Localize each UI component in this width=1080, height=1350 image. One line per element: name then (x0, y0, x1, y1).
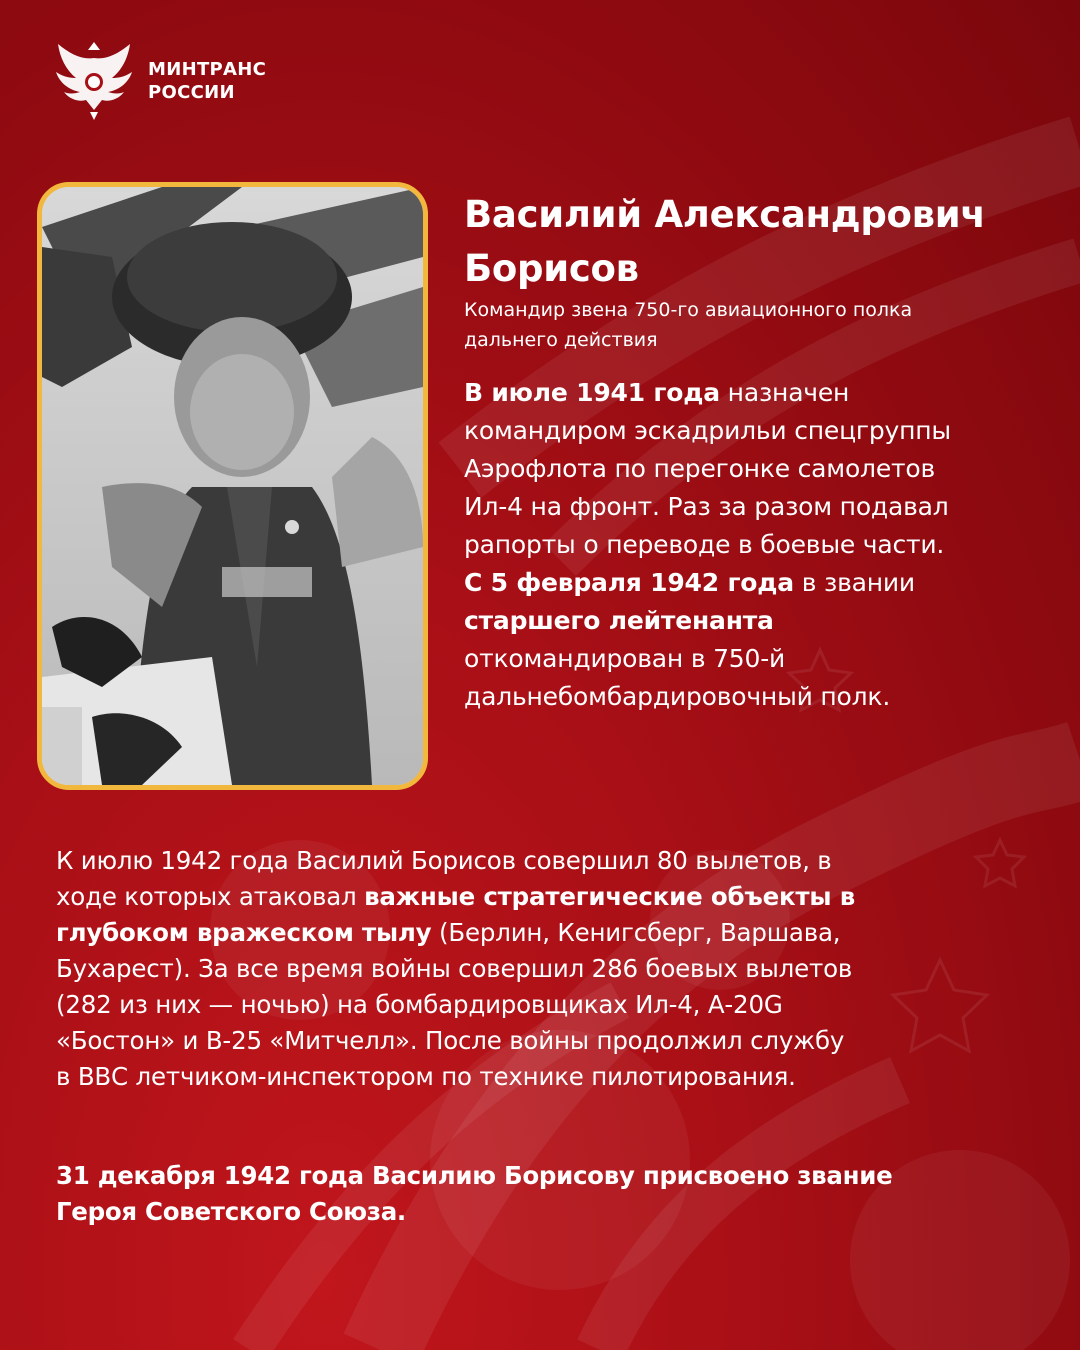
bio-line (464, 602, 1064, 640)
bio-line: откомандирован в 750-й (464, 644, 786, 673)
award-line: Героя Советского Союза. (56, 1197, 406, 1226)
bio-line: Аэрофлота по перегонке самолетов (464, 454, 936, 483)
bio-highlight: В июле 1941 года (464, 378, 720, 407)
bio-line: рапорты о переводе в боевые части. (464, 530, 945, 559)
bio-text: назначен (719, 378, 850, 407)
ministry-name-line1: МИНТРАНС (148, 59, 267, 80)
portrait-image (42, 187, 423, 785)
person-name-line1: Василий Александрович (464, 193, 986, 236)
bio-highlight: старшего лейтенанта (464, 606, 774, 635)
ministry-logo (52, 40, 266, 122)
bio-line (464, 564, 1064, 602)
person-role-line2: дальнего действия (464, 329, 658, 351)
story-paragraph (56, 843, 1046, 1095)
double-headed-eagle-emblem-icon (52, 40, 136, 122)
story-line (56, 915, 1046, 951)
bio-paragraph (464, 374, 1064, 716)
story-text: ходе которых атаковал (56, 882, 365, 911)
portrait-photo (37, 182, 428, 790)
ministry-name (148, 58, 266, 104)
bio-text: в звании (793, 568, 915, 597)
person-name-line2: Борисов (464, 247, 639, 290)
bio-line: дальнебомбардировочный полк. (464, 682, 891, 711)
bio-highlight: С 5 февраля 1942 года (464, 568, 794, 597)
award-line: 31 декабря 1942 года Василию Борисову присвоено звание (56, 1161, 893, 1190)
story-line: Бухарест). За все время войны совершил 286 боевых вылетов (56, 954, 853, 983)
story-line: (282 из них — ночью) на бомбардировщиках Ил-4, А-20G (56, 990, 783, 1019)
person-role-line1: Командир звена 750-го авиационного полка (464, 299, 913, 321)
story-line (56, 879, 1046, 915)
bio-line: Ил-4 на фронт. Раз за разом подавал (464, 492, 949, 521)
person-name (464, 188, 1064, 296)
story-line: в ВВС летчиком-инспектором по технике пилотирования. (56, 1062, 796, 1091)
ministry-name-line2: РОССИИ (148, 82, 235, 103)
bio-line (464, 374, 1064, 412)
story-highlight: важные стратегические объекты в (364, 882, 856, 911)
story-text: (Берлин, Кенигсберг, Варшава, (431, 918, 841, 947)
story-line: «Бостон» и B-25 «Митчелл». После войны продолжил службу (56, 1026, 845, 1055)
award-paragraph (56, 1158, 1046, 1230)
bio-line: командиром эскадрильи спецгруппы (464, 416, 951, 445)
person-role (464, 295, 1064, 355)
story-line: К июлю 1942 года Василий Борисов совершил 80 вылетов, в (56, 846, 832, 875)
story-highlight: глубоком вражеском тылу (56, 918, 432, 947)
